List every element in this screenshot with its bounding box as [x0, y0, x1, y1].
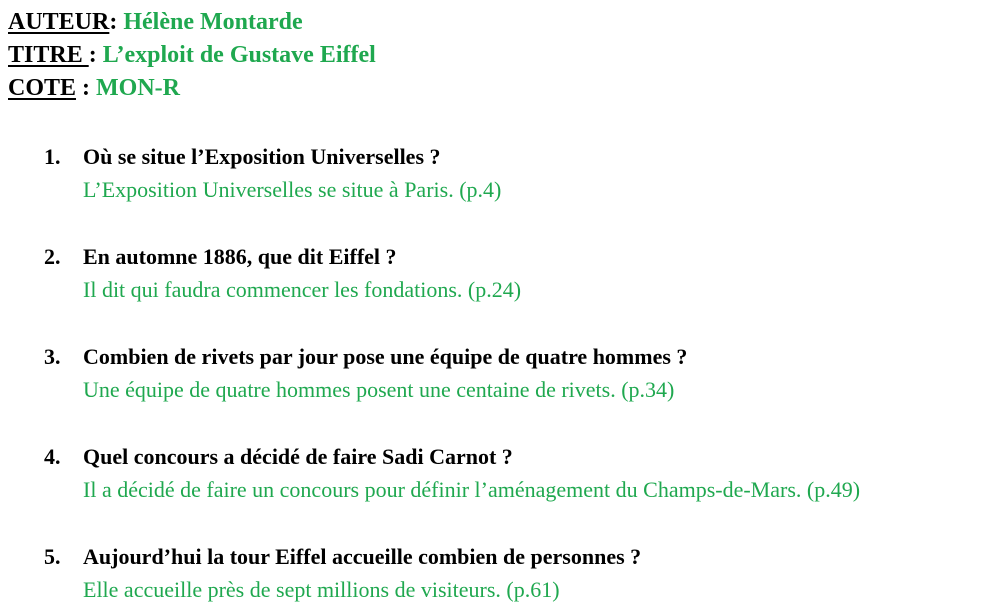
question-item	[0, 443, 992, 513]
question-number: 4.	[44, 444, 61, 469]
title-line	[8, 41, 376, 69]
shelfmark-value: MON-R	[96, 75, 180, 101]
answer-text: Une équipe de quatre hommes posent une centaine de rivets. (p.34)	[83, 377, 675, 402]
question-text: Combien de rivets par jour pose une équipe de quatre hommes ?	[83, 344, 688, 369]
title-label: TITRE	[8, 42, 89, 68]
question-number: 3.	[44, 344, 61, 369]
shelfmark-label: COTE	[8, 75, 77, 101]
question-number: 1.	[44, 144, 61, 169]
answer-text: Elle accueille près de sept millions de visiteurs. (p.61)	[83, 577, 560, 602]
question-text: Où se situe l’Exposition Universelles ?	[83, 144, 441, 169]
question-item	[0, 543, 992, 613]
question-item	[0, 243, 992, 313]
answer-text: Il a décidé de faire un concours pour définir l’aménagement du Champs-de-Mars. (p.49)	[83, 477, 861, 502]
author-value: Hélène Montarde	[123, 9, 303, 35]
question-item	[0, 143, 992, 213]
shelfmark-line	[8, 74, 180, 102]
author-label: AUTEUR	[8, 9, 110, 35]
answer-text: Il dit qui faudra commencer les fondations. (p.24)	[83, 277, 522, 302]
answer-text: L’Exposition Universelles se situe à Paris. (p.4)	[83, 177, 502, 202]
question-text: En automne 1886, que dit Eiffel ?	[83, 244, 397, 269]
question-number: 5.	[44, 544, 61, 569]
shelfmark-separator: :	[76, 75, 91, 101]
question-text: Quel concours a décidé de faire Sadi Carnot ?	[83, 444, 513, 469]
question-item	[0, 343, 992, 413]
title-value: L’exploit de Gustave Eiffel	[102, 42, 376, 68]
title-separator: :	[88, 42, 97, 68]
question-number: 2.	[44, 244, 61, 269]
author-separator: :	[109, 9, 118, 35]
author-line	[8, 8, 303, 36]
question-text: Aujourd’hui la tour Eiffel accueille combien de personnes ?	[83, 544, 642, 569]
